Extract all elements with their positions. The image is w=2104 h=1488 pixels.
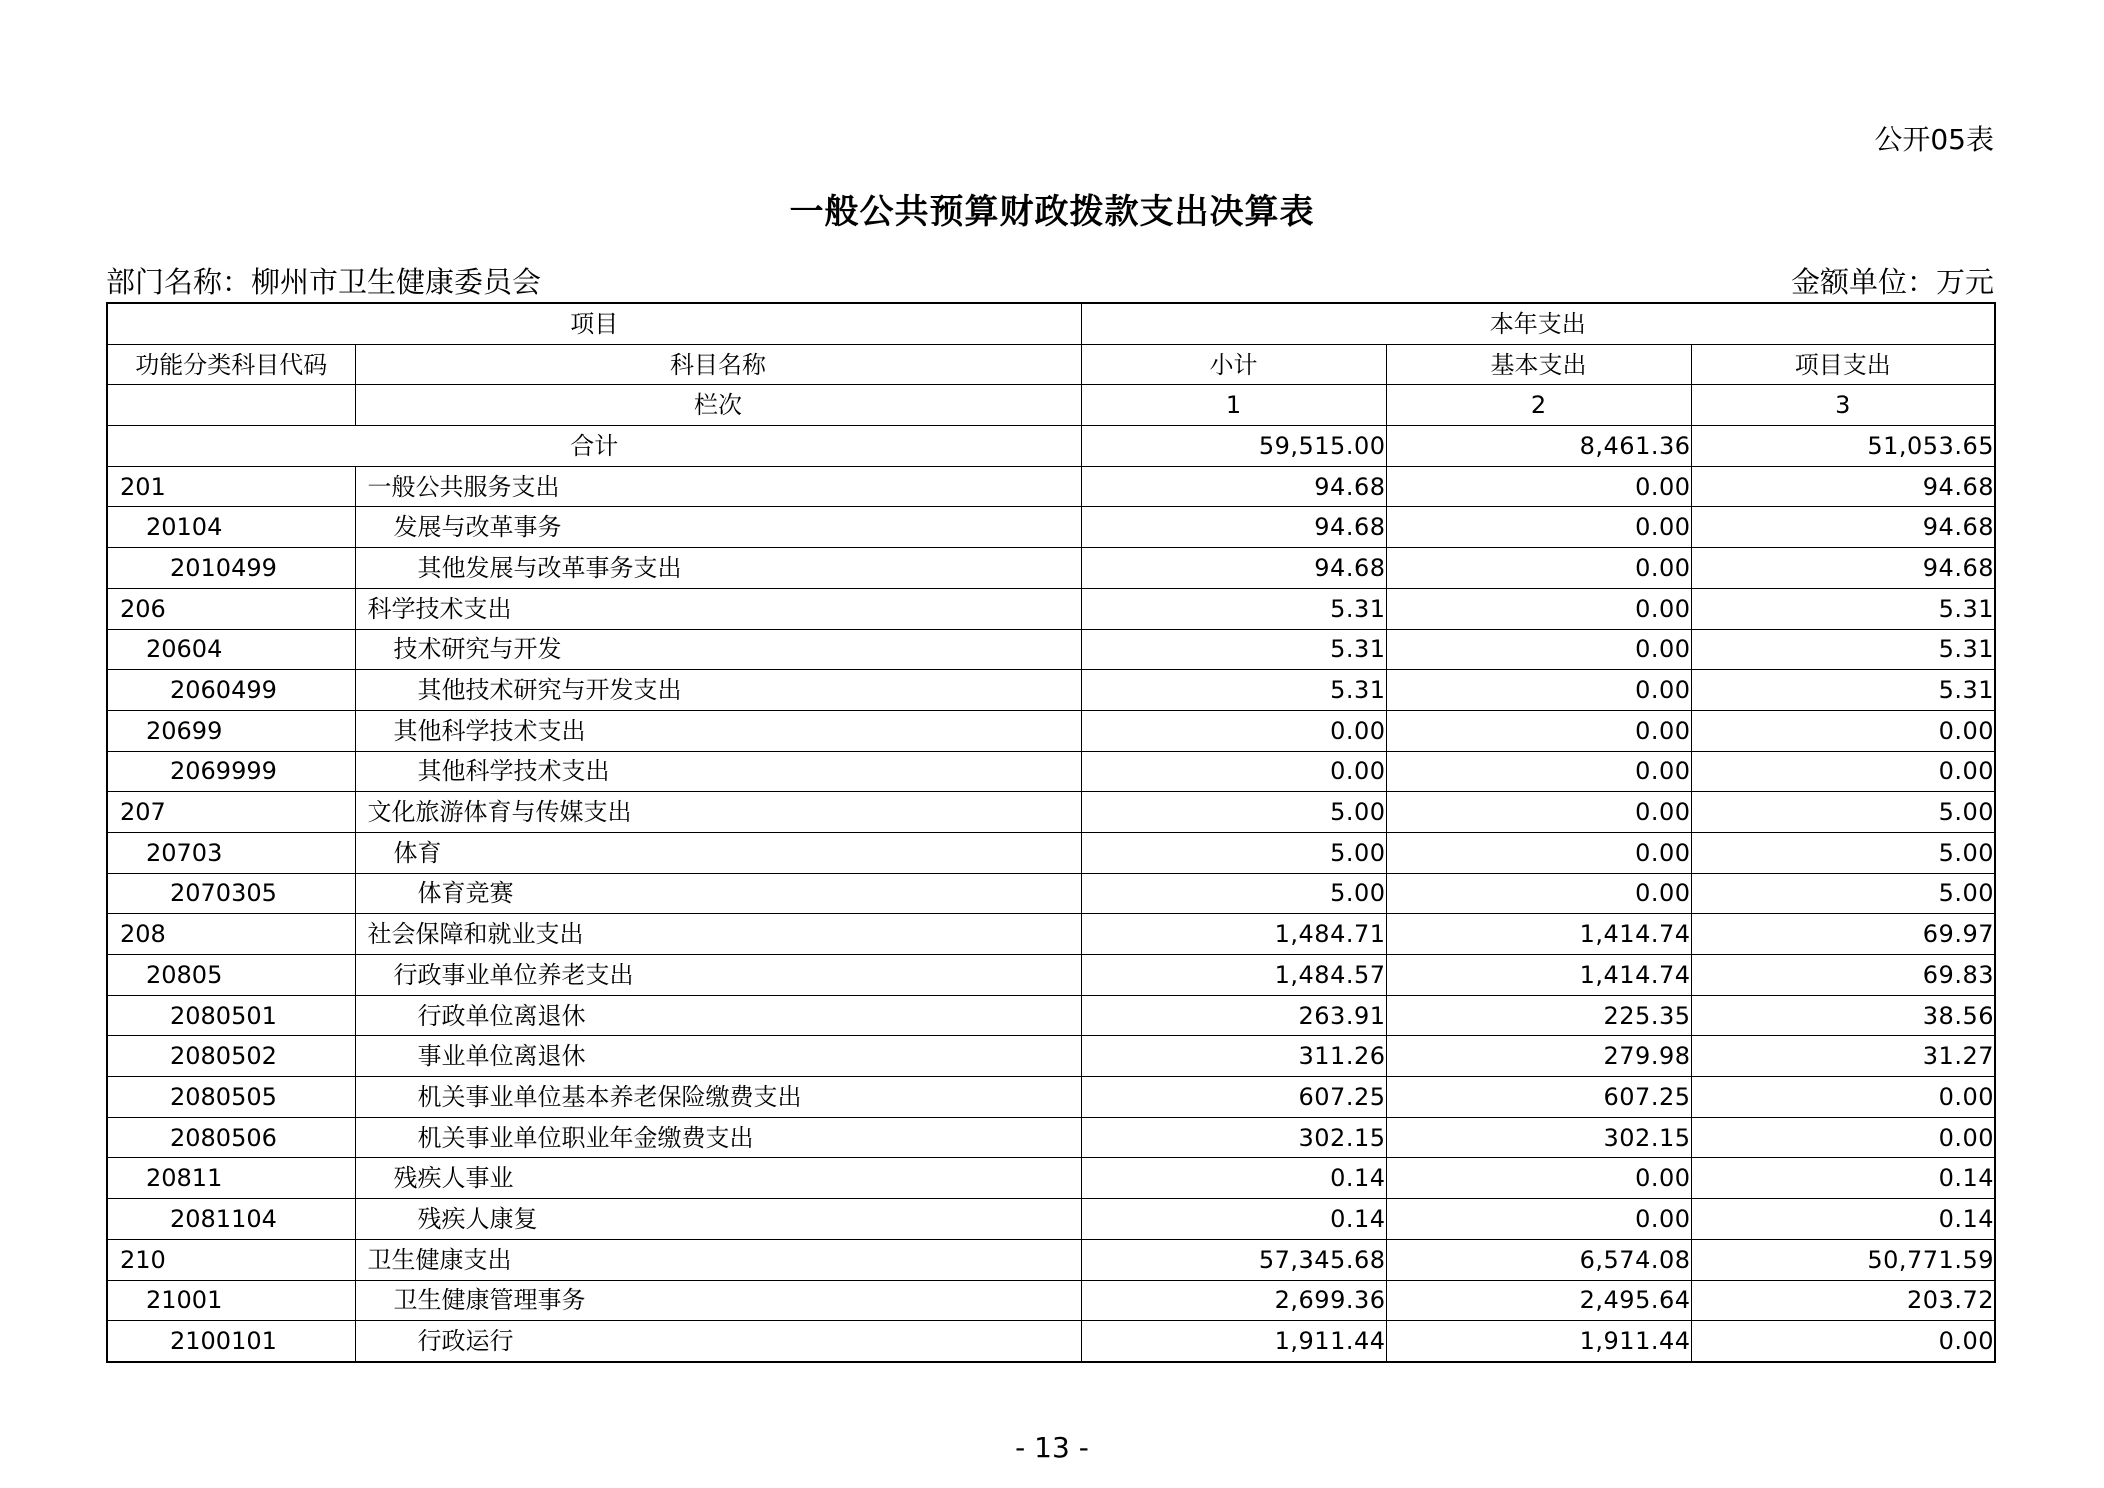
row-project: 69.97	[1691, 914, 1995, 955]
table-row	[107, 832, 1995, 873]
header-basic: 基本支出	[1386, 344, 1691, 385]
row-subject-name: 一般公共服务支出	[355, 466, 1081, 507]
row-project: 94.68	[1691, 507, 1995, 548]
row-subject-name: 社会保障和就业支出	[355, 914, 1081, 955]
row-subtotal: 2,699.36	[1081, 1280, 1386, 1321]
table-row	[107, 1280, 1995, 1321]
row-subject-name: 体育竞赛	[355, 873, 1081, 914]
row-subject-name: 机关事业单位职业年金缴费支出	[355, 1117, 1081, 1158]
total-subtotal: 59,515.00	[1081, 426, 1386, 467]
total-project: 51,053.65	[1691, 426, 1995, 467]
row-basic: 0.00	[1386, 873, 1691, 914]
row-subtotal: 302.15	[1081, 1117, 1386, 1158]
row-subject-name: 行政事业单位养老支出	[355, 955, 1081, 996]
header-subtotal: 小计	[1081, 344, 1386, 385]
table-row	[107, 1199, 1995, 1240]
row-code: 208	[107, 914, 355, 955]
row-project: 5.31	[1691, 670, 1995, 711]
row-subject-name: 其他技术研究与开发支出	[355, 670, 1081, 711]
row-code: 20703	[107, 832, 355, 873]
row-code: 20811	[107, 1158, 355, 1199]
row-project: 5.00	[1691, 873, 1995, 914]
row-project: 0.00	[1691, 1321, 1995, 1362]
row-code: 2060499	[107, 670, 355, 711]
header-project: 项目	[107, 303, 1081, 344]
row-basic: 2,495.64	[1386, 1280, 1691, 1321]
row-code: 2080501	[107, 995, 355, 1036]
header-current-year: 本年支出	[1081, 303, 1995, 344]
row-code: 207	[107, 792, 355, 833]
row-code: 2010499	[107, 548, 355, 589]
row-subject-name: 文化旅游体育与传媒支出	[355, 792, 1081, 833]
header-subject-name: 科目名称	[355, 344, 1081, 385]
row-code: 2070305	[107, 873, 355, 914]
row-project: 50,771.59	[1691, 1239, 1995, 1280]
page-number: - 13 -	[1015, 1431, 1089, 1464]
table-row	[107, 792, 1995, 833]
table-row	[107, 1239, 1995, 1280]
row-subject-name: 机关事业单位基本养老保险缴费支出	[355, 1077, 1081, 1118]
table-row	[107, 670, 1995, 711]
row-subject-name: 其他科学技术支出	[355, 710, 1081, 751]
amount-unit: 金额单位：万元	[1790, 265, 1994, 299]
row-basic: 6,574.08	[1386, 1239, 1691, 1280]
table-row	[107, 1117, 1995, 1158]
row-subtotal: 1,484.57	[1081, 955, 1386, 996]
row-subtotal: 0.14	[1081, 1158, 1386, 1199]
row-project: 94.68	[1691, 466, 1995, 507]
row-basic: 302.15	[1386, 1117, 1691, 1158]
row-basic: 0.00	[1386, 466, 1691, 507]
row-subtotal: 5.00	[1081, 792, 1386, 833]
row-subtotal: 1,911.44	[1081, 1321, 1386, 1362]
row-subject-name: 发展与改革事务	[355, 507, 1081, 548]
table-row	[107, 914, 1995, 955]
row-basic: 0.00	[1386, 1158, 1691, 1199]
row-code: 2081104	[107, 1199, 355, 1240]
row-basic: 1,414.74	[1386, 914, 1691, 955]
row-project: 94.68	[1691, 548, 1995, 589]
row-subtotal: 5.31	[1081, 629, 1386, 670]
row-project: 203.72	[1691, 1280, 1995, 1321]
row-subtotal: 57,345.68	[1081, 1239, 1386, 1280]
row-code: 20604	[107, 629, 355, 670]
row-subject-name: 体育	[355, 832, 1081, 873]
row-subject-name: 行政单位离退休	[355, 995, 1081, 1036]
table-row	[107, 466, 1995, 507]
row-basic: 0.00	[1386, 670, 1691, 711]
row-subject-name: 技术研究与开发	[355, 629, 1081, 670]
table-row	[107, 1077, 1995, 1118]
table-body	[107, 466, 1995, 1362]
row-basic: 0.00	[1386, 548, 1691, 589]
row-code: 2100101	[107, 1321, 355, 1362]
total-row	[107, 426, 1995, 467]
row-code: 2080502	[107, 1036, 355, 1077]
page-title: 一般公共预算财政拨款支出决算表	[789, 192, 1315, 232]
table-row	[107, 507, 1995, 548]
header-row-1	[107, 303, 1995, 344]
row-code: 210	[107, 1239, 355, 1280]
total-basic: 8,461.36	[1386, 426, 1691, 467]
row-code: 21001	[107, 1280, 355, 1321]
expenditure-table-wrapper	[106, 302, 1994, 1363]
row-subject-name: 行政运行	[355, 1321, 1081, 1362]
row-subtotal: 263.91	[1081, 995, 1386, 1036]
row-subject-name: 事业单位离退休	[355, 1036, 1081, 1077]
row-subject-name: 残疾人事业	[355, 1158, 1081, 1199]
header-col-3: 3	[1691, 385, 1995, 426]
row-basic: 0.00	[1386, 629, 1691, 670]
table-row	[107, 1158, 1995, 1199]
row-subtotal: 0.00	[1081, 710, 1386, 751]
table-row	[107, 588, 1995, 629]
row-subject-name: 卫生健康管理事务	[355, 1280, 1081, 1321]
row-subject-name: 科学技术支出	[355, 588, 1081, 629]
table-row	[107, 1321, 1995, 1362]
row-basic: 0.00	[1386, 751, 1691, 792]
row-project: 0.00	[1691, 1077, 1995, 1118]
row-subtotal: 5.00	[1081, 873, 1386, 914]
header-col-1: 1	[1081, 385, 1386, 426]
row-basic: 0.00	[1386, 588, 1691, 629]
row-code: 20104	[107, 507, 355, 548]
row-subtotal: 0.14	[1081, 1199, 1386, 1240]
row-subject-name: 卫生健康支出	[355, 1239, 1081, 1280]
row-basic: 607.25	[1386, 1077, 1691, 1118]
row-code: 20805	[107, 955, 355, 996]
row-project: 5.00	[1691, 832, 1995, 873]
row-subtotal: 311.26	[1081, 1036, 1386, 1077]
row-subtotal: 607.25	[1081, 1077, 1386, 1118]
table-row	[107, 995, 1995, 1036]
row-code: 2080505	[107, 1077, 355, 1118]
header-project-exp: 项目支出	[1691, 344, 1995, 385]
row-project: 31.27	[1691, 1036, 1995, 1077]
row-subtotal: 94.68	[1081, 507, 1386, 548]
table-row	[107, 751, 1995, 792]
row-subtotal: 5.31	[1081, 670, 1386, 711]
row-subject-name: 残疾人康复	[355, 1199, 1081, 1240]
row-subject-name: 其他发展与改革事务支出	[355, 548, 1081, 589]
expenditure-table	[106, 302, 1996, 1363]
table-row	[107, 629, 1995, 670]
row-project: 0.00	[1691, 751, 1995, 792]
table-row	[107, 873, 1995, 914]
row-subtotal: 5.31	[1081, 588, 1386, 629]
row-subtotal: 5.00	[1081, 832, 1386, 873]
row-code: 2080506	[107, 1117, 355, 1158]
header-row-2	[107, 344, 1995, 385]
row-project: 0.14	[1691, 1199, 1995, 1240]
row-subtotal: 94.68	[1081, 466, 1386, 507]
header-func-code: 功能分类科目代码	[107, 344, 355, 385]
row-basic: 1,414.74	[1386, 955, 1691, 996]
row-project: 5.00	[1691, 792, 1995, 833]
row-basic: 0.00	[1386, 710, 1691, 751]
row-basic: 0.00	[1386, 792, 1691, 833]
row-project: 5.31	[1691, 588, 1995, 629]
row-subtotal: 1,484.71	[1081, 914, 1386, 955]
row-subject-name: 其他科学技术支出	[355, 751, 1081, 792]
row-project: 0.00	[1691, 710, 1995, 751]
row-project: 38.56	[1691, 995, 1995, 1036]
row-project: 5.31	[1691, 629, 1995, 670]
row-project: 0.00	[1691, 1117, 1995, 1158]
table-row	[107, 548, 1995, 589]
row-basic: 279.98	[1386, 1036, 1691, 1077]
row-code: 2069999	[107, 751, 355, 792]
form-code: 公开05表	[1874, 123, 1994, 156]
row-project: 0.14	[1691, 1158, 1995, 1199]
row-basic: 225.35	[1386, 995, 1691, 1036]
department-name: 部门名称：柳州市卫生健康委员会	[106, 265, 542, 299]
row-basic: 1,911.44	[1386, 1321, 1691, 1362]
table-row	[107, 710, 1995, 751]
row-basic: 0.00	[1386, 507, 1691, 548]
row-basic: 0.00	[1386, 1199, 1691, 1240]
row-code: 20699	[107, 710, 355, 751]
row-subtotal: 94.68	[1081, 548, 1386, 589]
header-column-index-label: 栏次	[355, 385, 1081, 426]
header-empty-cell	[107, 385, 355, 426]
row-project: 69.83	[1691, 955, 1995, 996]
table-row	[107, 955, 1995, 996]
header-col-2: 2	[1386, 385, 1691, 426]
row-basic: 0.00	[1386, 832, 1691, 873]
table-row	[107, 1036, 1995, 1077]
row-code: 201	[107, 466, 355, 507]
total-label: 合计	[107, 426, 1081, 467]
row-code: 206	[107, 588, 355, 629]
row-subtotal: 0.00	[1081, 751, 1386, 792]
header-row-3	[107, 385, 1995, 426]
